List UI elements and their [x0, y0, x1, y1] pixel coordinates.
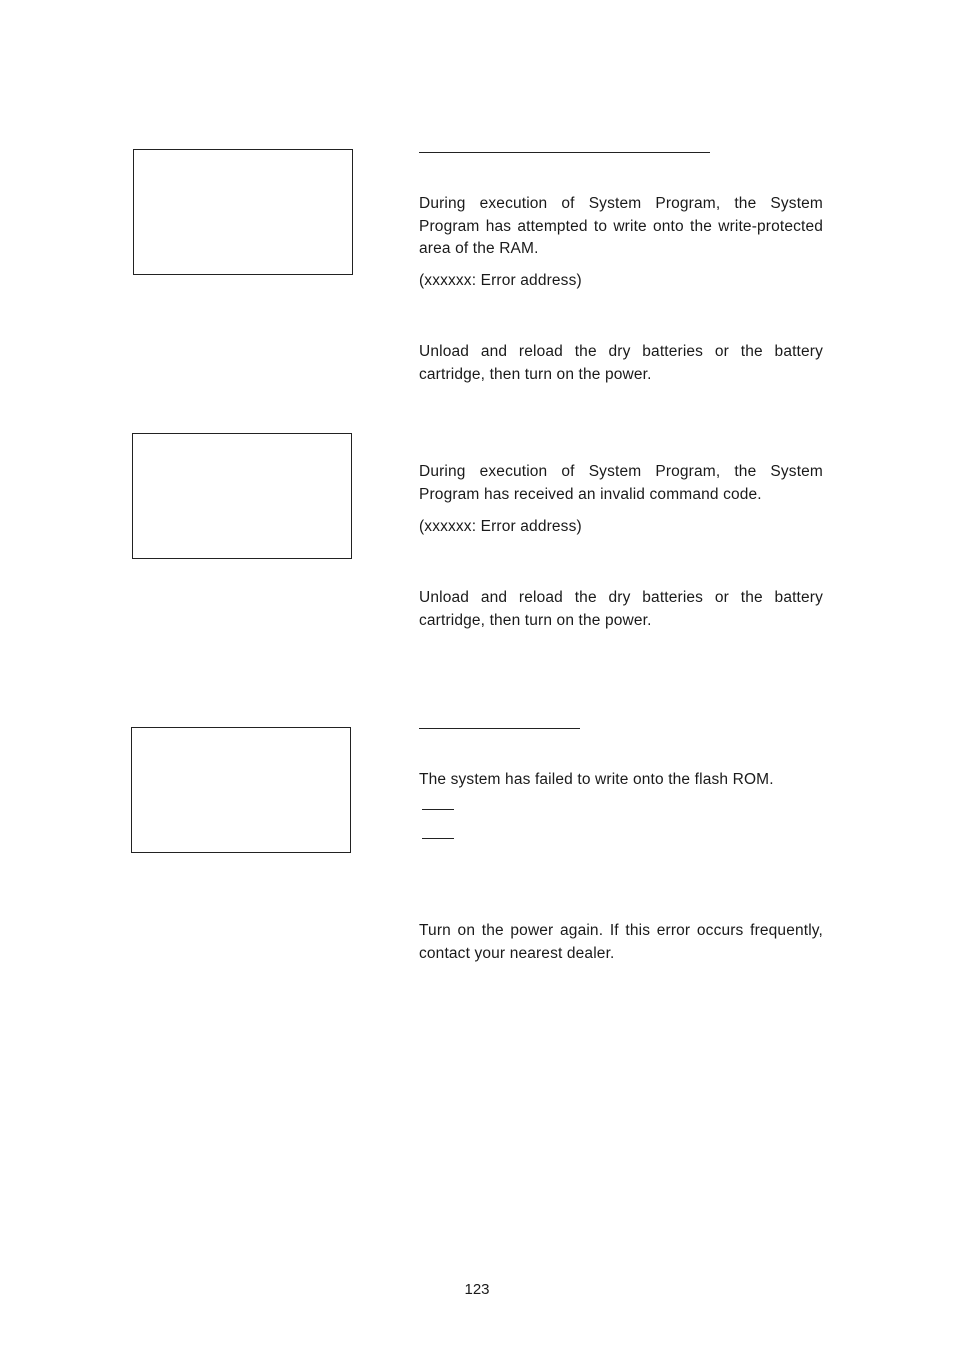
heading-rule-1	[419, 152, 710, 153]
page-number: 123	[464, 1281, 490, 1298]
error-remedy-2: Unload and reload the dry batteries or the battery cartridge, then turn on the power.	[419, 589, 823, 629]
error-description-2: During execution of System Program, the System Program has received an invalid command code.	[419, 463, 823, 503]
error-address-note-2: (xxxxxx: Error address)	[419, 518, 582, 535]
error-screen-box-2	[132, 433, 352, 559]
overline-mark-2	[422, 838, 454, 839]
heading-rule-3	[419, 728, 580, 729]
error-screen-box-3	[131, 727, 351, 853]
error-remedy-3: Turn on the power again. If this error occurs frequently, contact your nearest dealer.	[419, 922, 823, 962]
error-description-3: The system has failed to write onto the flash ROM.	[419, 771, 774, 788]
error-address-note-1: (xxxxxx: Error address)	[419, 272, 582, 289]
error-screen-box-1	[133, 149, 353, 275]
overline-mark-1	[422, 809, 454, 810]
error-description-1: During execution of System Program, the System Program has attempted to write onto the write-protected area of the RAM.	[419, 195, 823, 257]
error-remedy-1: Unload and reload the dry batteries or the battery cartridge, then turn on the power.	[419, 343, 823, 383]
